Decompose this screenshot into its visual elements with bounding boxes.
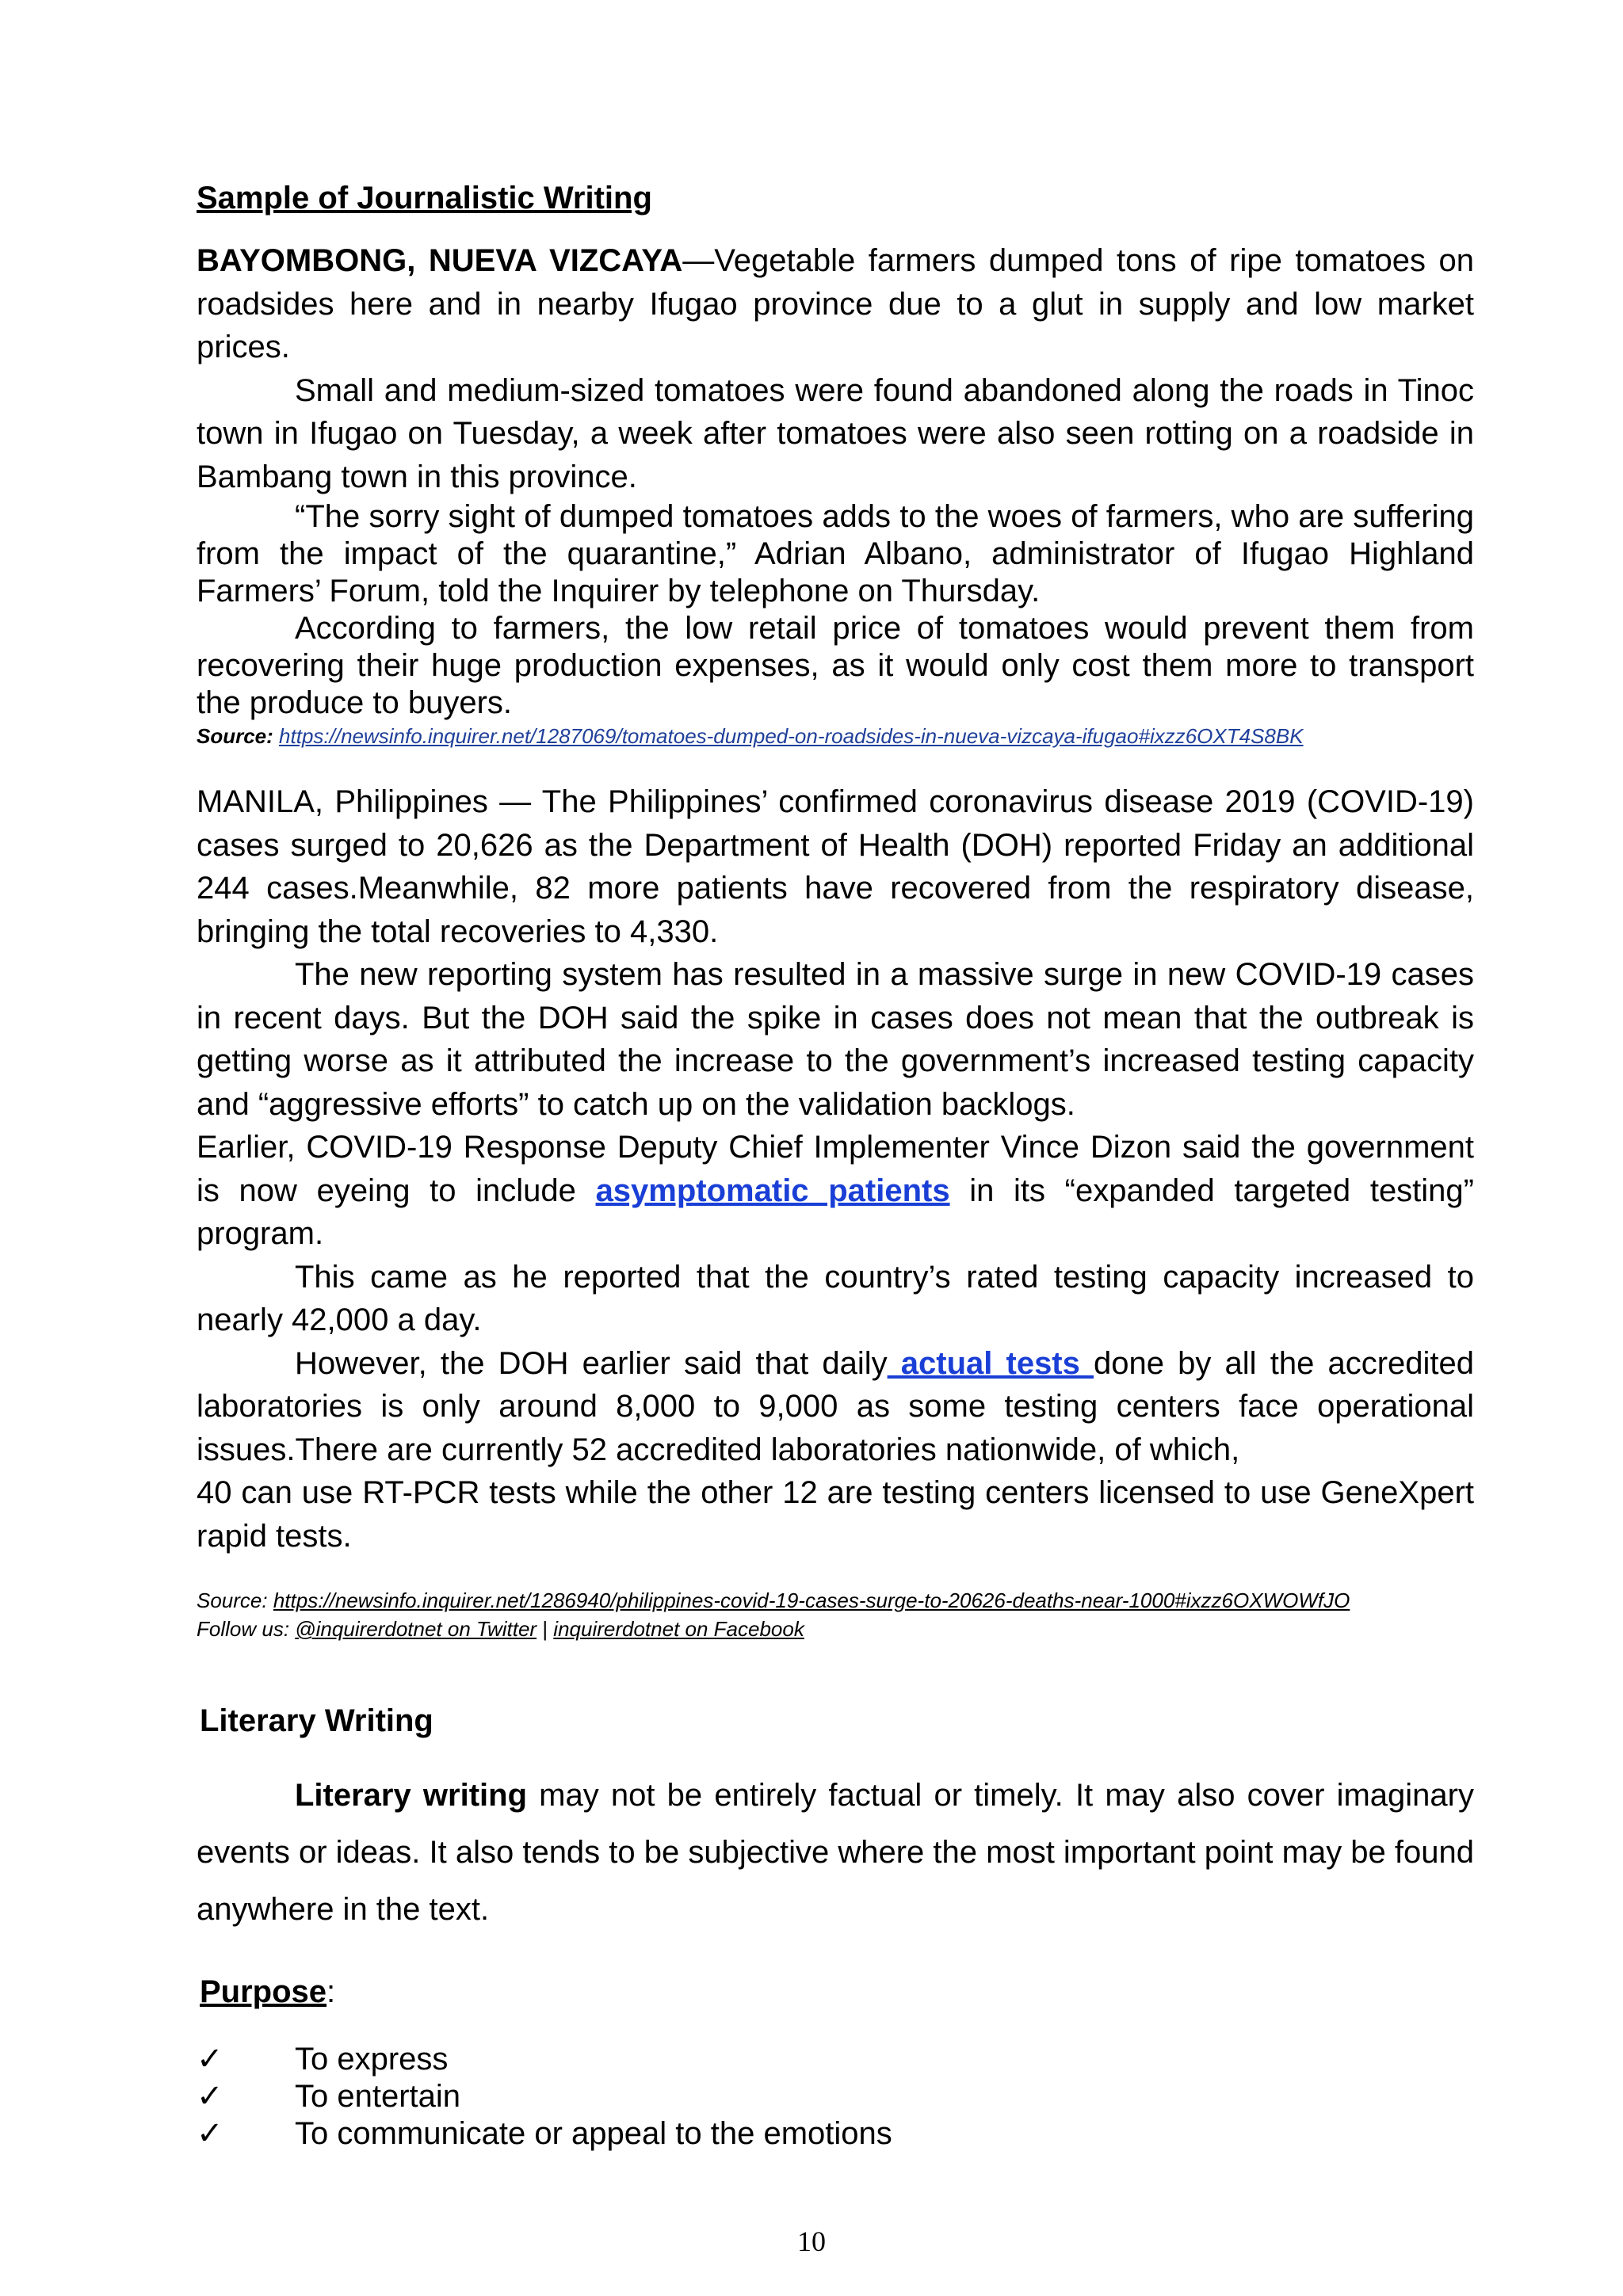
article-covid: [197, 780, 1474, 1643]
article2-paragraph-3: [197, 1126, 1474, 1256]
purpose-heading: [200, 1970, 1474, 2014]
page-number: 10: [797, 2225, 826, 2257]
source-label: Source:: [197, 724, 273, 748]
article1-lead: [197, 239, 1474, 369]
purpose-list: [197, 2041, 1474, 2153]
page-content: [197, 176, 1474, 2153]
p3-text-after: in its “expanded targeted testing” program.: [197, 1173, 1474, 1251]
article1-paragraph-3: “The sorry sight of dumped tomatoes adds to the woes of farmers, who are suffering from the impact of the quarantine,” Adrian Albano, administrator of Ifugao Highland Farmers’ Forum, told the Inquirer by telephone on Thursday.: [197, 499, 1474, 608]
facebook-link[interactable]: inquirerdotnet on Facebook: [553, 1617, 804, 1641]
spacer: [197, 1558, 1474, 1586]
source-link[interactable]: https://newsinfo.inquirer.net/1287069/tomatoes-dumped-on-roadsides-in-nueva-vizcaya-ifugao#ixzz6OXT4S8BK: [279, 724, 1304, 748]
p5-text-before: However, the DOH earlier said that daily: [295, 1345, 888, 1381]
purpose-colon: :: [327, 1974, 336, 2009]
source-label: Source:: [197, 1589, 273, 1612]
definition-text: may not be entirely factual or timely. It may also cover imaginary events or ideas. It also tends to be subjective where the most important point may be found anywhere in the text.: [197, 1778, 1475, 1927]
checkmark-icon: ✓: [197, 2042, 223, 2077]
lead-text: —Vegetable farmers dumped tons of ripe tomatoes on roadsides here and in nearby Ifugao province due to a glut in supply and low market prices.: [197, 243, 1475, 364]
article1-paragraph-4: According to farmers, the low retail price of tomatoes would prevent them from recovering their huge production expenses, as it would only cost them more to transport the produce to buyers.: [197, 611, 1474, 720]
article2-paragraph-6: 40 can use RT-PCR tests while the other 12 are testing centers licensed to use GeneXpert rapid tests.: [197, 1475, 1474, 1554]
purpose-label: Purpose: [200, 1974, 327, 2009]
spacer: [197, 750, 1474, 780]
article1-paragraph-2: Small and medium-sized tomatoes were found abandoned along the roads in Tinoc town in Ifugao on Tuesday, a week after tomatoes were also seen rotting on a roadside in Bambang town in this province.: [197, 372, 1474, 494]
dateline: BAYOMBONG, NUEVA VIZCAYA: [197, 243, 683, 278]
list-item: [197, 2041, 1474, 2078]
p3-text-before: Earlier, COVID-19 Response Deputy Chief Implementer Vince Dizon said the government is now eyeing to include: [197, 1130, 1474, 1208]
twitter-link[interactable]: @inquirerdotnet on Twitter: [295, 1617, 537, 1641]
source-link[interactable]: https://newsinfo.inquirer.net/1286940/philippines-covid-19-cases-surge-to-20626-deaths-near-1000#ixzz6OXWOWfJO: [273, 1589, 1350, 1612]
list-item: [197, 2115, 1474, 2153]
asymptomatic-patients-link[interactable]: asymptomatic patients: [595, 1173, 950, 1208]
literary-definition: [197, 1767, 1474, 1938]
purpose-text: To entertain: [295, 2079, 461, 2114]
follow-label: Follow us:: [197, 1617, 296, 1641]
article2-source: [197, 1586, 1474, 1615]
purpose-text: To express: [295, 2042, 449, 2077]
article-tomatoes: [197, 239, 1474, 750]
article2-paragraph-4: This came as he reported that the country’s rated testing capacity increased to nearly 42,000 a day.: [197, 1259, 1474, 1337]
checkmark-icon: ✓: [197, 2079, 223, 2114]
follow-us: [197, 1615, 1474, 1643]
literary-writing-heading: Literary Writing: [200, 1703, 433, 1738]
article2-paragraph-1: MANILA, Philippines — The Philippines’ confirmed coronavirus disease 2019 (COVID-19) cases surged to 20,626 as the Department of Health (DOH) reported Friday an additional 244 cases.Meanwhile, 82 more patients have recovered from the respiratory disease, bringing the total recoveries to 4,330.: [197, 784, 1474, 949]
article2-paragraph-2: The new reporting system has resulted in a massive surge in new COVID-19 cases in recent days. But the DOH said the spike in cases does not mean that the outbreak is getting worse as it attributed the increase to the government’s increased testing capacity and “aggressive efforts” to catch up on the validation backlogs.: [197, 957, 1474, 1122]
article2-paragraph-5: [197, 1342, 1474, 1472]
article1-source: [197, 722, 1474, 750]
list-item: [197, 2078, 1474, 2115]
checkmark-icon: ✓: [197, 2116, 223, 2151]
literary-term: Literary writing: [295, 1778, 527, 1813]
actual-tests-link[interactable]: actual tests: [887, 1345, 1094, 1381]
spacer: [197, 1643, 1474, 1699]
section-heading: Sample of Journalistic Writing: [197, 181, 652, 215]
follow-separator: |: [537, 1617, 554, 1641]
purpose-text: To communicate or appeal to the emotions: [295, 2116, 892, 2151]
p5-text-after: done by all the accredited laboratories is only around 8,000 to 9,000 as some testing centers face operational issues.There are currently 52 accredited laboratories nationwide, of which,: [197, 1345, 1475, 1467]
